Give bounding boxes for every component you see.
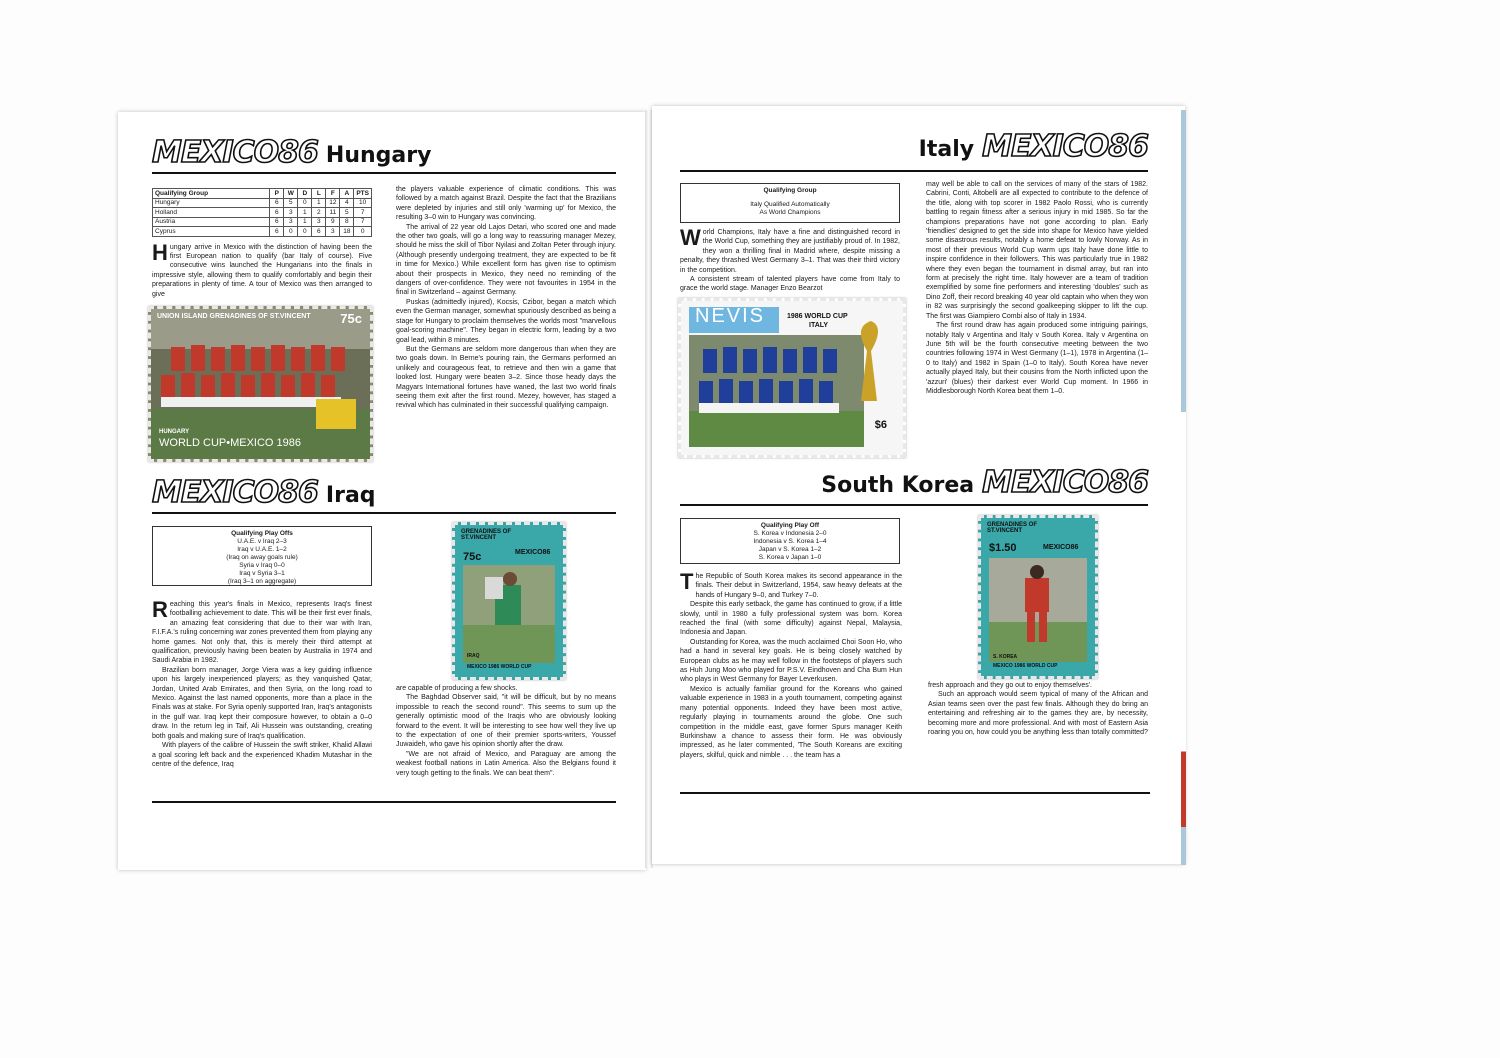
- mexico86-logo: MEXICO86: [982, 129, 1148, 164]
- paragraph: With players of the calibre of Hussein the swift striker, Khalid Allawi a goal scoring left back and the experienced Khadim Mutashar in the centre of the defence, Iraq: [152, 742, 372, 768]
- stamp-issuer: GRENADINES OF ST.VINCENT: [461, 529, 512, 541]
- stamp-issuer: NEVIS: [695, 305, 766, 327]
- table-cell: 8: [340, 217, 354, 227]
- header-rule: [152, 172, 616, 174]
- korea-text-col2: [928, 681, 1148, 737]
- hungary-text-col1: [152, 239, 372, 299]
- table-cell: 7: [354, 217, 372, 227]
- stamp-subtitle: 1986 WORLD CUP: [787, 313, 848, 320]
- box-line: S. Korea v Japan 1–0: [758, 554, 822, 561]
- header-rule: [680, 504, 1148, 506]
- paragraph: fresh approach and they go out to enjoy themselves'.: [928, 682, 1092, 689]
- stamp-country: HUNGARY: [159, 429, 190, 435]
- table-cell: 18: [340, 227, 354, 237]
- table-cell: 3: [284, 217, 298, 227]
- stamp-caption: MEXICO 1986 WORLD CUP: [993, 663, 1058, 669]
- iraq-text-col2: [396, 684, 616, 778]
- paragraph: But the Germans are seldom more dangerous than when they are two goals down. In Berne's pouring rain, the Germans performed an unlikely and courageous feat, to retrieve and then win a game that looked lost. Hungary were beaten 3–2. Since those heady days the Magyars International fortunes have waned, the last two world finals seeing them exit after the first round. Mezey, however, has staged a revival which has culminated in their successful qualifying campaign.: [396, 345, 616, 410]
- table-cell: 3: [284, 208, 298, 218]
- table-header-cell: Qualifying Group: [153, 189, 270, 199]
- mexico86-logo: MEXICO86: [152, 475, 318, 510]
- korea-stamp: [978, 515, 1098, 679]
- stamp-value: $1.50: [989, 542, 1017, 554]
- header-rule: [152, 512, 616, 514]
- table-cell: 2: [312, 208, 326, 218]
- paragraph: Brazilian born manager, Jorge Viera was a key guiding influence upon his largely inexperienced players; as they vanquished Qatar, Jordan, United Arab Emirates, and then Syria, on the long road to Mexico. Against the last named opponents, more than a place in the Finals was at stake. For Syria openly supported Iran, Iraq's antagonists in the gulf war. Iraq kept their composure however, to obtain a 0–0 draw. In the return leg in Taif, Ali Hussein was outstanding, creating both goals and making sure of Iraq's qualification.: [152, 666, 373, 740]
- paragraph: Outstanding for Korea, was the much acclaimed Choi Soon Ho, who had a hand in several key goals. He is being closely watched by European clubs as he may well follow in the footsteps of players such as Huh Jung Moo who played for P.S.V. Eindhoven and Cha Bum Hun who plays in West Germany for Bayer Leverkusen.: [680, 638, 902, 684]
- box-line: U.A.E. v Iraq 2–3: [237, 538, 287, 545]
- country-title: South Korea: [821, 473, 975, 498]
- hungary-col2: [396, 185, 616, 411]
- table-header-cell: P: [270, 189, 284, 199]
- section-end-rule: [680, 792, 1150, 794]
- box-line: (Iraq on away goals rule): [226, 554, 298, 561]
- paragraph: Mexico is actually familiar ground for the Koreans who gained valuable experience in 1983 in a youth tournament, competing against many potential opponents. Indeed they have been most active, regularly playing in tournaments around the globe. One such competition in the middle east, gave former Spurs manager Keith Burkinshaw a chance to assess their form. He was obviously impressed, as he later commented, 'The South Koreans are exciting players, skilful, quick and nimble . . . the team has a: [680, 685, 902, 759]
- table-header-cell: PTS: [354, 189, 372, 199]
- header-rule: [680, 170, 1148, 172]
- stamp-value: 75c: [463, 551, 482, 563]
- table-header-cell: W: [284, 189, 298, 199]
- paragraph: may well be able to call on the services of many of the stars of 1982. Cabrini, Conti, Altobelli are all expected to contribute to the defence of the title, along with top scorer in 1982 Paolo Rossi, who is currently battling to regain fitness after a serious injury in mid 1985. So far the champions preparations have not gone according to plan. Early 'friendlies' designed to get the side into shape for Mexico have yielded some disastrous results, notably a home defeat to lowly Norway. As in most of their previous World Cup warm ups Italy have done little to inspire confidence in their followers. This was particularly true in 1982 where they even began the tournament in dismal array, but ran into form at precisely the right time. Italy however are a team of tradition exemplified by some fine performers and interesting 'doubles' such as Dino Zoff, their record breaking 40 year old captain who when they won in 82 was surprisingly the second goalkeeping skipper to lift the cup. The first was Giampiero Combi also of Italy in 1934.: [926, 181, 1148, 320]
- box-line: Iraq v U.A.E. 1–2: [237, 546, 287, 553]
- korea-col2: [928, 681, 1148, 737]
- table-cell: 12: [326, 198, 340, 208]
- stamp-country: IRAQ: [467, 653, 480, 659]
- table-cell: 1: [298, 217, 312, 227]
- table-cell: 0: [298, 198, 312, 208]
- drop-cap: W: [680, 225, 701, 250]
- table-cell: 1: [298, 208, 312, 218]
- drop-cap: T: [680, 569, 694, 594]
- table-cell: 5: [340, 208, 354, 218]
- iraq-header: [152, 475, 616, 510]
- box-line: As World Champions: [759, 209, 821, 216]
- korea-col1: [680, 569, 902, 760]
- table-cell: 6: [270, 208, 284, 218]
- table-cell: 0: [284, 227, 298, 237]
- table-cell: 4: [340, 198, 354, 208]
- table-cell: 5: [284, 198, 298, 208]
- paragraph: Such an approach would seem typical of many of the African and Asian teams seen over the past few finals. Although they do bring an entertaining and refreshing air to the games they are, by necessity, becoming more and more professional. And with most of Eastern Asia roaring you on, how could you be anything less than totally committed?: [928, 691, 1148, 737]
- table-header-cell: D: [298, 189, 312, 199]
- italy-col2: [926, 180, 1148, 396]
- table-header-cell: L: [312, 189, 326, 199]
- box-line: Italy Qualified Automatically: [750, 201, 830, 208]
- paragraph: "We are not afraid of Mexico, and Paraguay are among the weakest football nations in Latin America. Also the Belgians found it very tough getting to the finals. We can beat them".: [396, 750, 616, 777]
- table-cell: Austria: [153, 217, 270, 227]
- mexico86-logo: MEXICO86: [152, 135, 318, 170]
- box-line: (Iraq 3–1 on aggregate): [227, 578, 297, 585]
- stamp-value: $6: [874, 419, 887, 431]
- table-cell: 6: [270, 217, 284, 227]
- italy-text-col2: [926, 180, 1148, 396]
- box-line: S. Korea v Indonesia 2–0: [753, 530, 827, 537]
- box-line: Iraq v Syria 3–1: [239, 570, 285, 577]
- paragraph: The Baghdad Observer said, "it will be difficult, but by no means impossible to reach the second round". This seems to sum up the generally optimistic mood of the Iraqis who are obviously looking forward to the event. It will be interesting to see how well they live up to the expectation of one of their premier sports-writers, Youssef Juwaideh, who gave his opinion shortly after the draw.: [396, 694, 616, 749]
- italy-stamp: [678, 298, 906, 458]
- box-line: Syria v Iraq 0–0: [239, 562, 285, 569]
- paragraph: The arrival of 22 year old Lajos Detari, who scored one and made the other two goals, will go a long way to reassuring manager Mezey, should he miss the skill of Tibor Nyilasi and Zoltan Peter through injury. (Although presently undergoing treatment, they are expected to be fit in time for Mexico.) While excellent form has given rise to optimism about their prospects in Mexico, they need no reminding of the dangers of over-confidence. They were not favourites in 1954 in the final in Switzerland – against Germany.: [396, 223, 616, 297]
- country-title: Hungary: [325, 143, 432, 168]
- stamp-country: ITALY: [809, 322, 829, 329]
- table-cell: Hungary: [153, 198, 270, 208]
- country-title: Italy: [918, 137, 975, 162]
- table-cell: 1: [312, 198, 326, 208]
- italy-group-box: [680, 183, 900, 223]
- table-cell: 9: [326, 217, 340, 227]
- box-title: Qualifying Group: [763, 187, 817, 194]
- page-edge-strip: [1181, 110, 1186, 865]
- mexico86-logo: MEXICO86: [982, 465, 1148, 500]
- paragraph: A consistent stream of talented players have come from Italy to grace the world stage. Manager Enzo Bearzot: [680, 276, 900, 293]
- table-cell: 0: [298, 227, 312, 237]
- table-row: [153, 217, 372, 227]
- box-line: Japan v S. Korea 1–2: [758, 546, 822, 553]
- table-row: [153, 227, 372, 237]
- italy-section: [680, 129, 1148, 172]
- table-cell: 6: [270, 198, 284, 208]
- iraq-section: [152, 475, 616, 514]
- box-title: Qualifying Play Offs: [231, 530, 293, 537]
- iraq-stamp: [452, 522, 566, 680]
- country-title: Iraq: [325, 483, 376, 508]
- table-cell: Holland: [153, 208, 270, 218]
- paragraph: Despite this early setback, the game has continued to grow, if a little slowly, until in 1980 a fully professional system was born. Korea reached the final (with some difficulty) against Nepal, Malaysia, Indonesia and Japan.: [680, 601, 902, 637]
- box-title: Qualifying Play Off: [760, 522, 820, 529]
- iraq-playoff-box: [152, 526, 372, 586]
- stamp-logo: MEXICO86: [515, 549, 551, 556]
- korea-section: [680, 465, 1148, 506]
- table-cell: 6: [270, 227, 284, 237]
- stamp-logo: MEXICO86: [1043, 544, 1079, 551]
- paragraph: the players valuable experience of climatic conditions. This was followed by a match against Brazil. Despite the fact that the Brazilians were depleted by injuries and still only 'warming up' for Mexico, the resulting 3–0 win to Hungary was convincing.: [396, 186, 616, 222]
- section-end-rule: [152, 801, 616, 803]
- italy-col1: [680, 225, 900, 294]
- stamp-caption: MEXICO 1986 WORLD CUP: [467, 664, 532, 670]
- paragraph: The first round draw has again produced some intriguing pairings, notably Italy v Argentina and Italy v South Korea. Italy v Argentina on June 5th will be the fourth consecutive meeting between the two countries following 1974 in West Germany (1–1), 1978 in Argentina (1–0 to Italy) and 1982 in Spain (1–0 to Italy). South Korea have never actually played Italy, but their cousins from the North inflicted upon the 'azzuri' (blues) their darkest ever World Cup moment. In 1966 in Middlesborough North Korea beat them 1–0.: [926, 322, 1148, 395]
- table-row: [153, 208, 372, 218]
- stamp-caption: WORLD CUP•MEXICO 1986: [159, 437, 301, 449]
- table-header-cell: F: [326, 189, 340, 199]
- paragraph: he Republic of South Korea makes its second appearance in the finals. Their debut in Switzerland, 1954, saw heavy defeats at the hands of Hungary 9–0, and Turkey 7–0.: [695, 573, 902, 599]
- drop-cap: R: [152, 597, 168, 622]
- box-line: Indonesia v S. Korea 1–4: [753, 538, 827, 545]
- table-row: [153, 198, 372, 208]
- korea-text-col1: [680, 569, 902, 760]
- hungary-header: [152, 135, 616, 170]
- hungary-text-col2: [396, 185, 616, 411]
- qualifying-table: [152, 188, 372, 237]
- hungary-section: [152, 135, 616, 174]
- paragraph: orld Champions, Italy have a fine and distinguished record in the World Cup, something they are justifiably proud of. In 1982, they won a thrilling final in Madrid where, despite missing a penalty, they thrashed West Germany 3–1. That was their third victory in the competition.: [680, 229, 900, 274]
- paragraph: are capable of producing a few shocks.: [396, 685, 518, 692]
- hungary-stamp: [148, 306, 373, 462]
- italy-header: [680, 129, 1148, 164]
- iraq-col2: [396, 684, 616, 778]
- paragraph: ungary arrive in Mexico with the distinction of having been the first European nation to qualify (bar Italy of course). Five consecutive wins launched the Hungarians into the finals in impressive style, allowing them to qualify comfortably and begin their preparations in plenty of time. A tour of Mexico was then arranged to give: [152, 243, 372, 298]
- drop-cap: H: [152, 239, 168, 265]
- stamp-issuer: GRENADINES OF ST.VINCENT: [987, 522, 1038, 534]
- table-cell: Cyprus: [153, 227, 270, 237]
- iraq-text-col1: [152, 597, 373, 769]
- table-cell: 10: [354, 198, 372, 208]
- iraq-col1: [152, 597, 373, 769]
- paragraph: Puskas (admittedly injured), Kocsis, Czibor, began a match which even the German manager, somewhat spuriously described as being a stage for Hungary to proclaim themselves the worlds most "marvellous goal-scoring machine". They began in electric form, leading by a two goal lead, within 8 minutes.: [396, 298, 616, 344]
- table-cell: 11: [326, 208, 340, 218]
- table-cell: 3: [312, 217, 326, 227]
- table-cell: 3: [326, 227, 340, 237]
- stamp-value: 75c: [340, 311, 362, 326]
- table-cell: 0: [354, 227, 372, 237]
- stamp-country: S. KOREA: [993, 654, 1018, 660]
- korea-header: [680, 465, 1148, 500]
- korea-playoff-box: [680, 518, 900, 564]
- paragraph: eaching this year's finals in Mexico, represents Iraq's finest footballing achievement to date. This will be their first ever finals, an amazing feat considering that due to their war with Iran, F.I.F.A.'s ruling concerning war zones prevented them from playing any home games. Not only that, this is merely their third attempt at qualification, previously having been beaten by Australia in 1974 and Saudi Arabia in 1982.: [152, 601, 372, 665]
- table-header-cell: A: [340, 189, 354, 199]
- hungary-col1: [152, 188, 372, 299]
- stamp-issuer: UNION ISLAND GRENADINES OF ST.VINCENT: [157, 313, 311, 320]
- table-cell: 6: [312, 227, 326, 237]
- table-cell: 7: [354, 208, 372, 218]
- italy-text-col1: [680, 225, 900, 294]
